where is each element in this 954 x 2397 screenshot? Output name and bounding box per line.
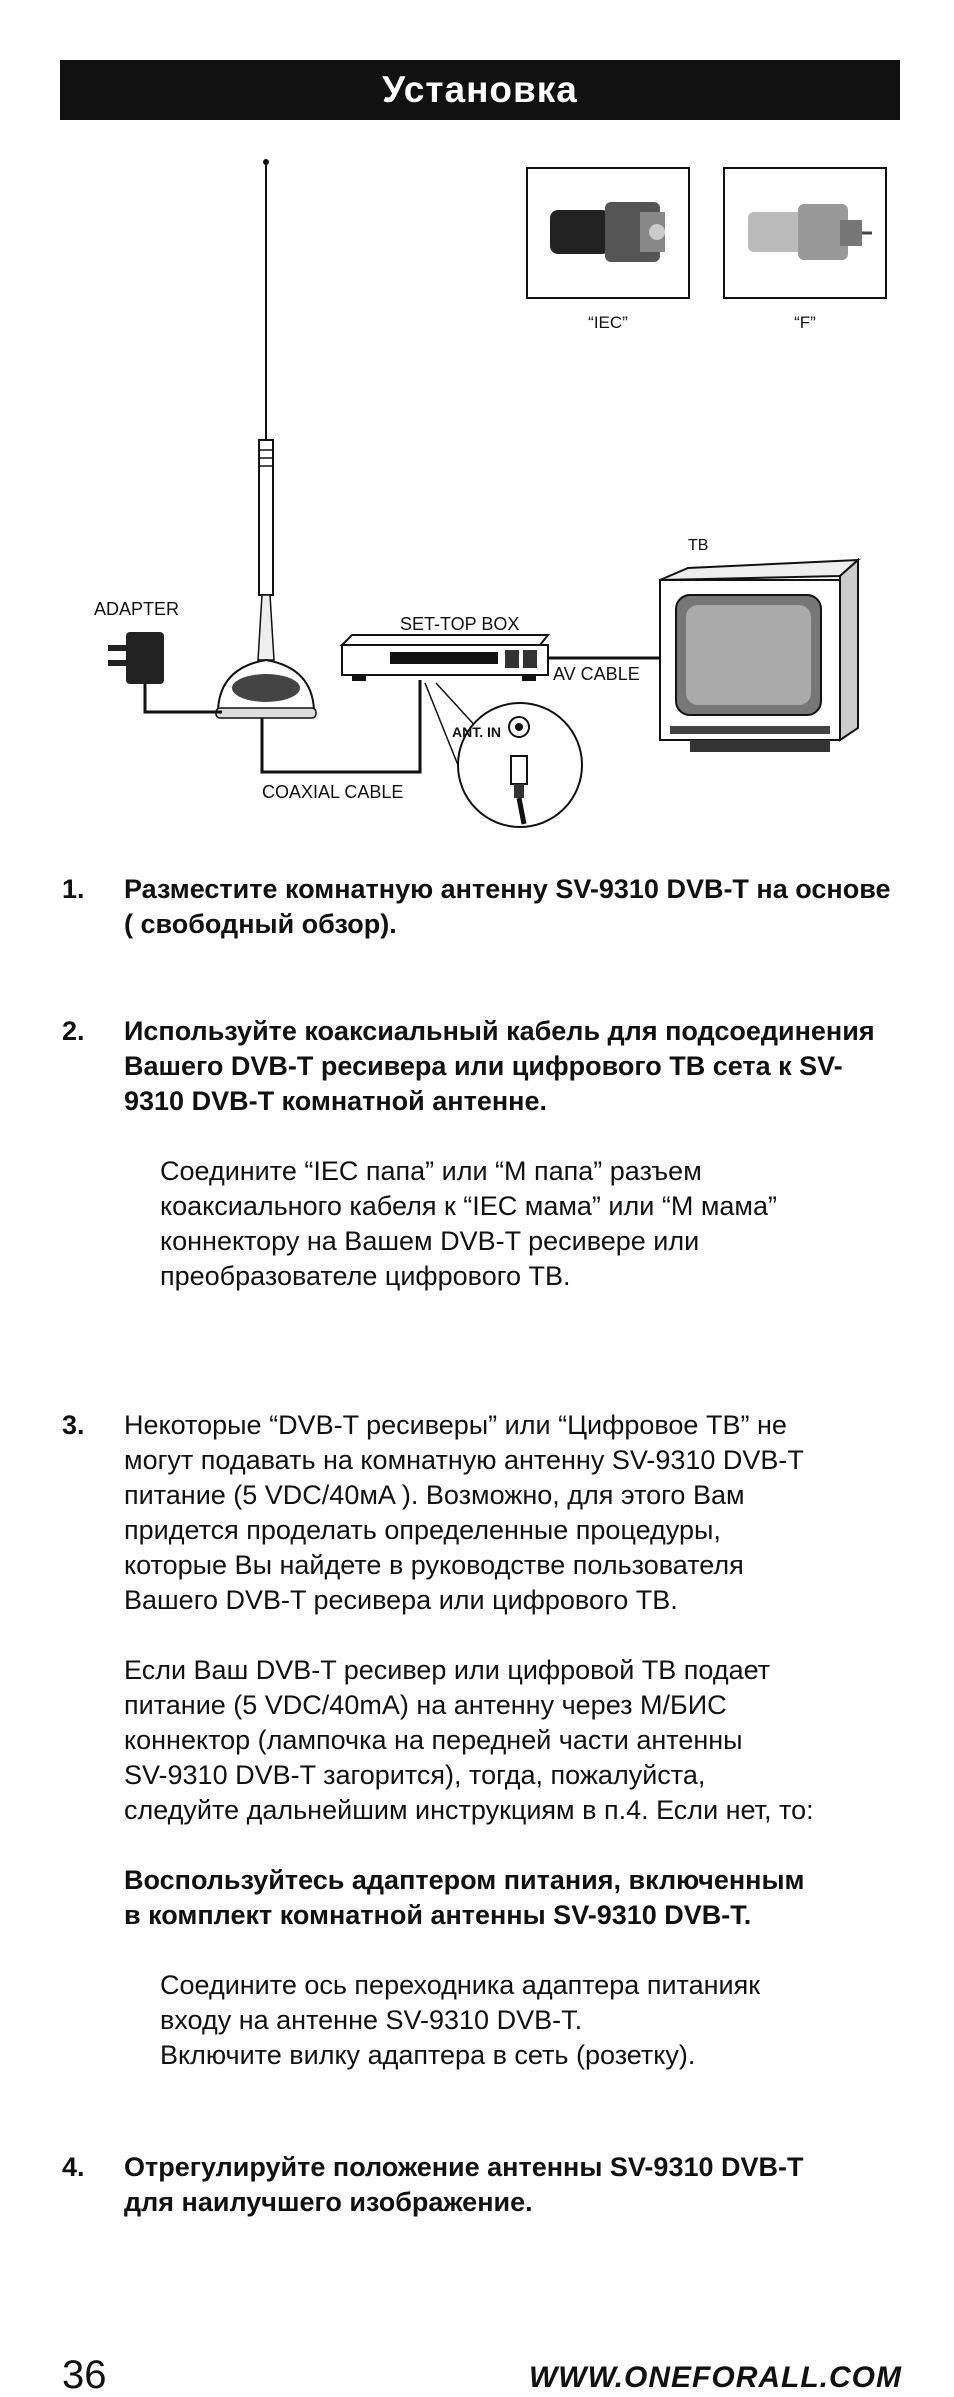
iec-label: “IEC” [588,313,628,332]
step-note: Соедините ось переходника адаптера питанияк входу на антенне SV-9310 DVB-T. Включите вилку адаптера в сеть (розетку). [160,1970,761,2070]
f-connector-image [724,168,886,298]
adapter-image [108,632,164,684]
step-text: Используйте коаксиальный кабель для подсоединения Вашего DVB-T ресивера или цифрового ТВ сета к SV-9310 DVB-T комнатной антенне. [124,1016,875,1116]
ant-in-zoom-bubble [425,683,582,827]
step-number: 1. [62,874,85,904]
step-number: 4. [62,2152,85,2182]
step-text: Отрегулируйте положение антенны SV-9310 DVB-T для наилучшего изображение. [124,2152,804,2217]
website-url: WWW.ONEFORALL.COM [528,2361,902,2394]
antenna-image [216,159,316,718]
tv-image [660,560,858,752]
step-bold-text: Воспользуйтесь адаптером питания, включенным в комплект комнатной антенны SV-9310 DVB-T. [124,1865,805,1930]
page-title: Установка [60,60,900,120]
step-text: Некоторые “DVB-T ресиверы” или “Цифровое ТВ” не могут подавать на комнатную антенну SV-9310 DVB-T питание (5 VDC/40мA ). Возможно, для этого Вам придется проделать определенные процедуры, которые Вы найдете в руководстве пользователя Вашего DVB-T ресивера или цифрового ТВ. [124,1410,804,1615]
av-cable-label: AV CABLE [553,664,640,684]
step-1 [62,872,902,942]
set-top-box-label: SET-TOP BOX [400,614,520,634]
step-text-2: Если Ваш DVB-T ресивер или цифровой ТВ подает питание (5 VDC/40mA) на антенну через М/БИС коннектор (лампочка на передней части антенны SV-9310 DVB-T загорится), тогда, пожалуйста, следуйте дальнейшим инструкциям в п.4. Если нет, то: [124,1655,814,1825]
step-2 [62,1014,902,1294]
iec-connector-image [527,168,689,298]
step-number: 3. [62,1410,85,1440]
page-number: 36 [62,2353,107,2397]
coaxial-cable-label: COAXIAL CABLE [262,782,404,802]
step-number: 2. [62,1016,85,1046]
step-4 [62,2150,902,2220]
step-3 [62,1408,902,2073]
step-text: Разместите комнатную антенну SV-9310 DVB-T на основе ( свободный обзор). [124,874,891,939]
ant-in-label: ANT. IN [452,724,501,740]
adapter-label: ADAPTER [94,599,180,619]
set-top-box-image [342,635,548,681]
f-label: “F” [794,313,816,332]
step-note: Соедините “IEC папа” или “M папа” разъем коаксиального кабеля к “IEC мама” или “M мама” коннектору на Вашем DVB-T ресивере или преобразователе цифрового ТВ. [160,1156,777,1291]
tv-label: ТВ [688,537,709,554]
installation-diagram [0,140,954,860]
